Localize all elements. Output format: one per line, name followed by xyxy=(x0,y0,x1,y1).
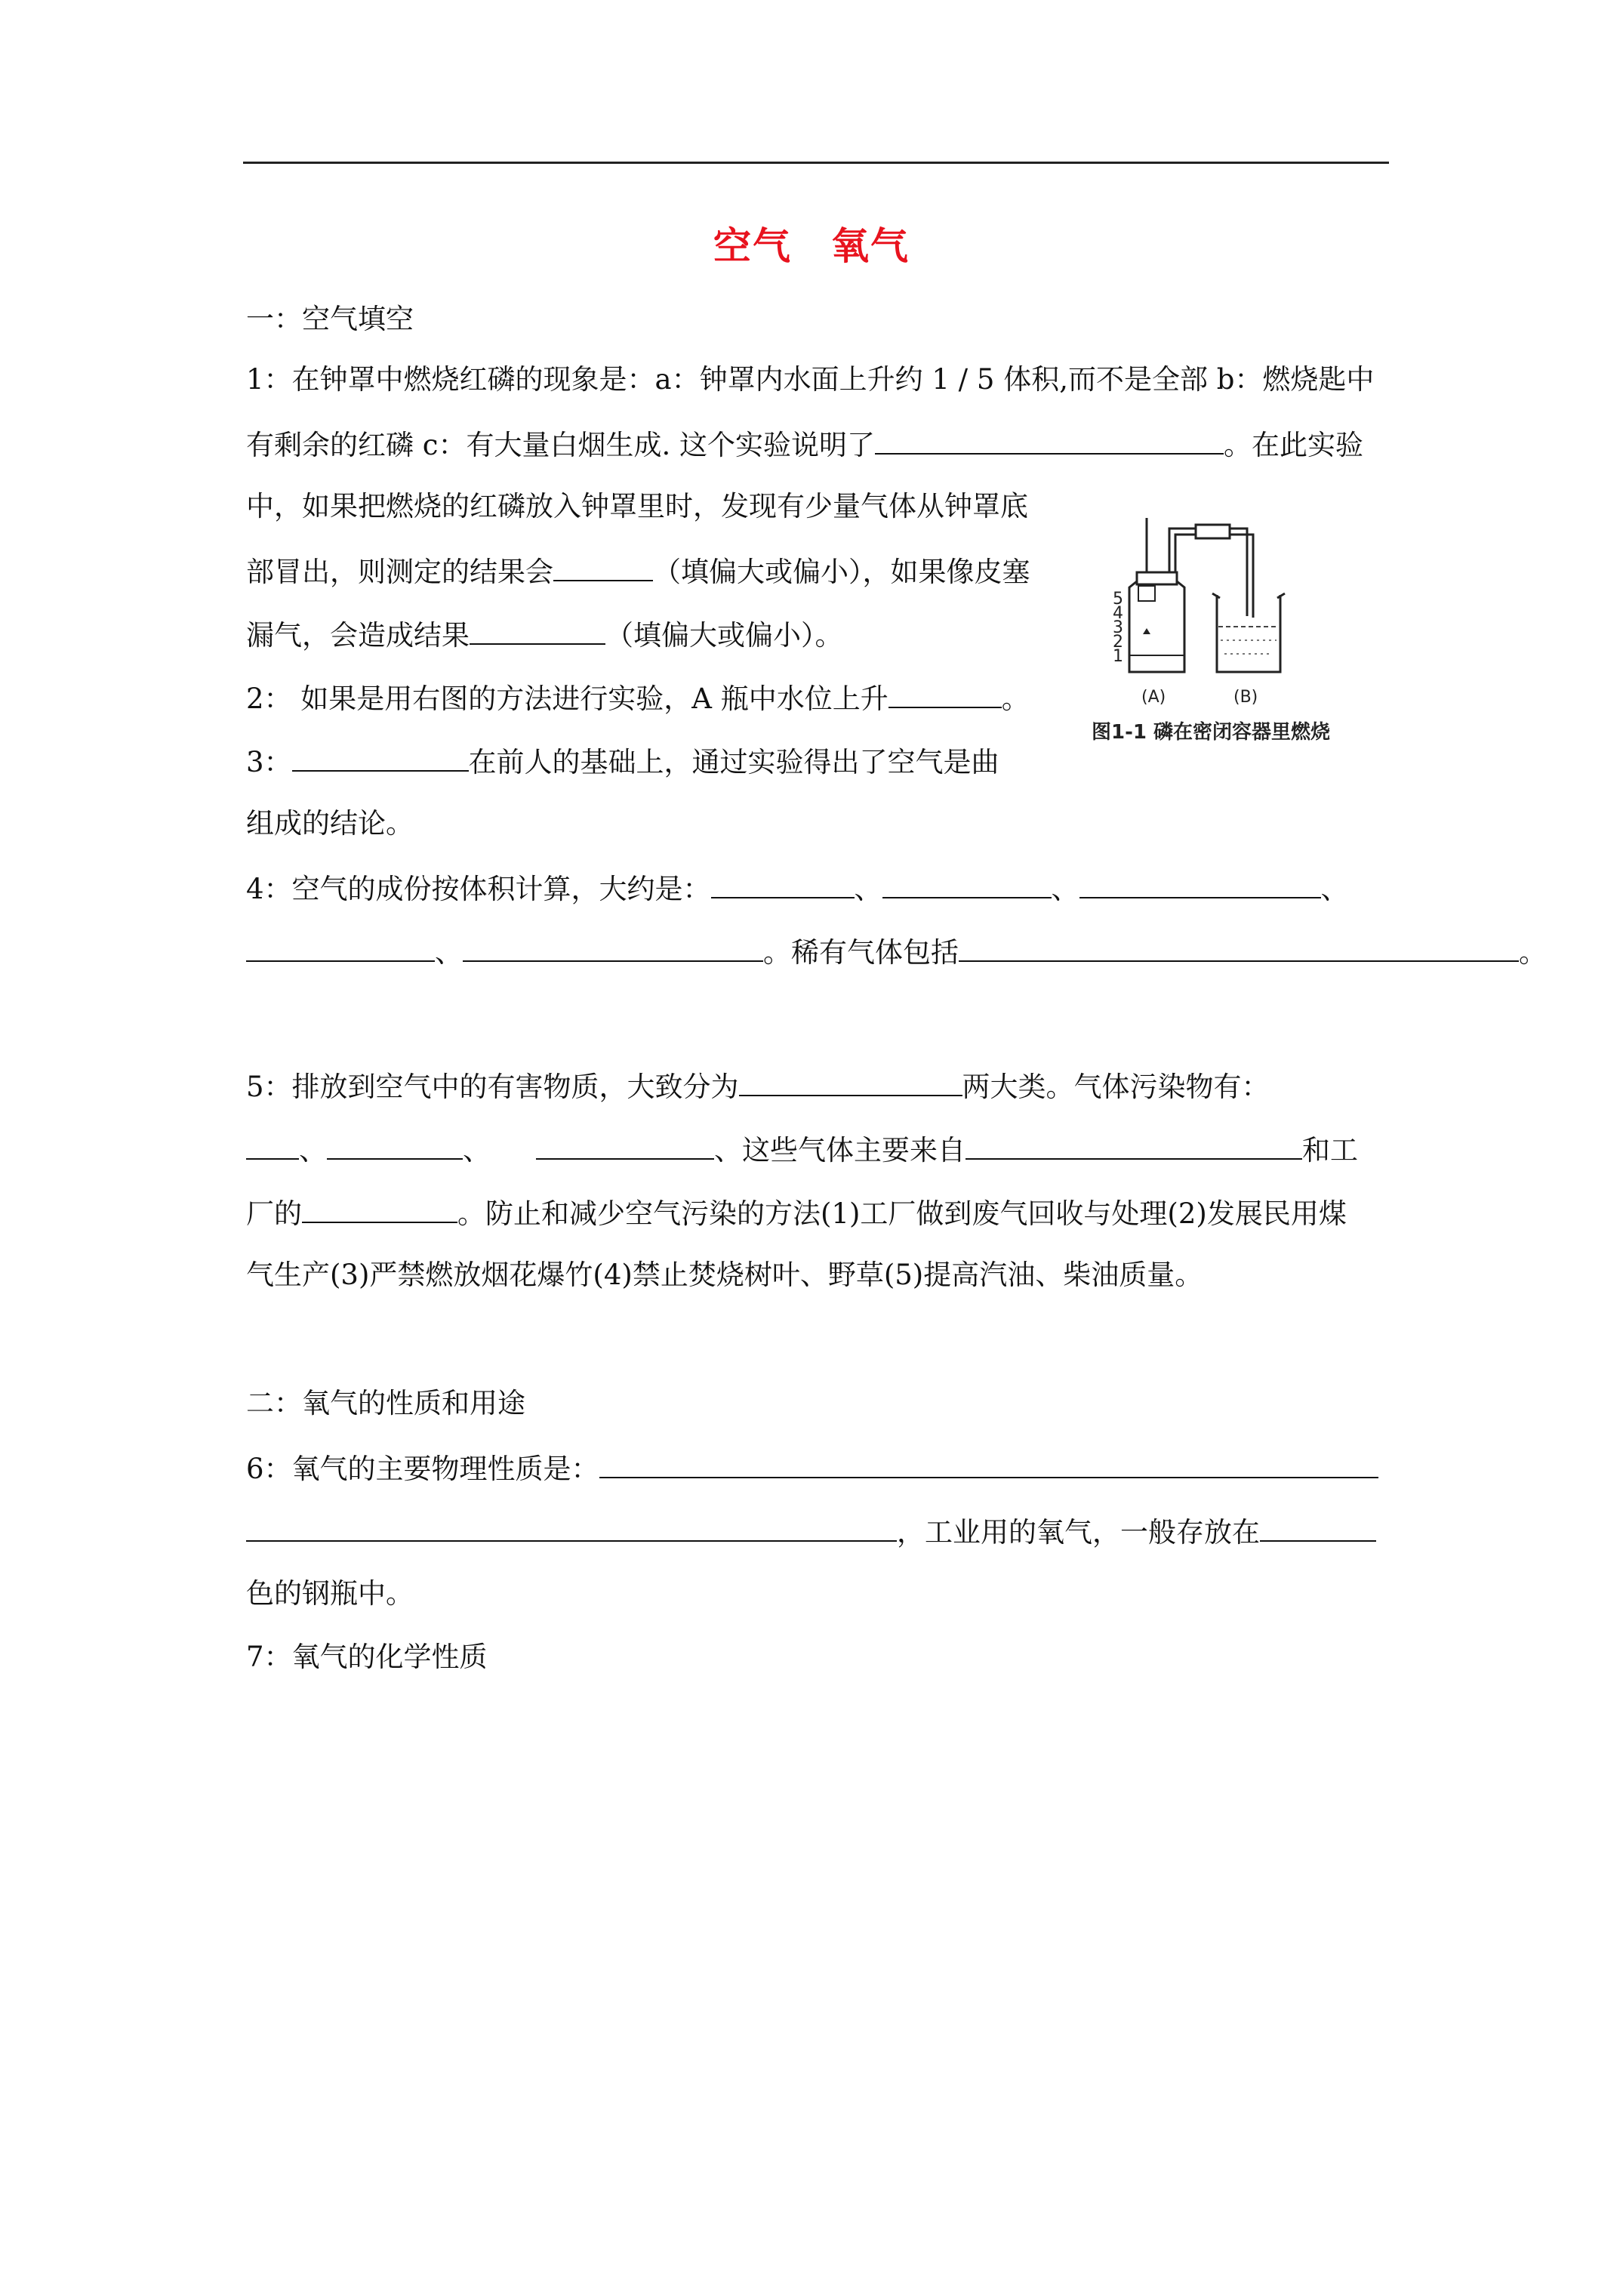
answer-blank[interactable] xyxy=(246,932,435,962)
answer-blank[interactable] xyxy=(888,678,1002,708)
beaker-b-label: (B) xyxy=(1233,688,1258,707)
answer-blank[interactable] xyxy=(292,741,469,772)
scale-label: 4 xyxy=(1113,604,1123,623)
answer-blank[interactable] xyxy=(470,615,605,645)
q4-line-2: 、 。稀有气体包括 。 xyxy=(246,932,1547,972)
answer-blank[interactable] xyxy=(965,1130,1302,1160)
clamp-icon xyxy=(1196,525,1230,538)
scale-label: 1 xyxy=(1113,647,1123,666)
scale-label: 3 xyxy=(1113,618,1123,637)
header-rule xyxy=(243,162,1389,164)
answer-blank[interactable] xyxy=(959,932,1519,962)
q5-line-2: 、 、 、这些气体主要来自 和工 xyxy=(246,1130,1358,1170)
answer-blank[interactable] xyxy=(1079,868,1321,898)
phosphorus-combustion-figure xyxy=(1083,504,1384,761)
q6-line-2: ，工业用的氧气，一般存放在 xyxy=(246,1512,1376,1552)
q7-line: 7：氧气的化学性质 xyxy=(246,1641,488,1673)
answer-blank[interactable] xyxy=(246,1130,299,1160)
q1-line-4: 部冒出，则测定的结果会 （填偏大或偏小），如果像皮塞 xyxy=(246,551,1030,591)
q2-line: 2： 如果是用右图的方法进行实验，A 瓶中水位上升 。 xyxy=(246,678,1030,718)
answer-blank[interactable] xyxy=(246,1512,897,1542)
q5-line-3: 厂的 。防止和减少空气污染的方法(1)工厂做到废气回收与处理(2)发展民用煤 xyxy=(246,1193,1347,1233)
scale-label: 5 xyxy=(1113,590,1123,609)
answer-blank[interactable] xyxy=(553,551,653,581)
answer-blank[interactable] xyxy=(1260,1512,1376,1542)
answer-blank[interactable] xyxy=(711,868,855,898)
bottle-a-icon xyxy=(1129,581,1184,672)
answer-blank[interactable] xyxy=(463,932,763,962)
q3-line-2: 组成的结论。 xyxy=(246,807,414,840)
answer-blank[interactable] xyxy=(536,1130,714,1160)
q1-line-3: 中，如果把燃烧的红磷放入钟罩里时，发现有少量气体从钟罩底 xyxy=(246,490,1028,522)
q6-line-3: 色的钢瓶中。 xyxy=(246,1577,414,1610)
section-heading-air: 一：空气填空 xyxy=(246,303,414,335)
answer-blank[interactable] xyxy=(302,1193,457,1223)
bottle-a-label: (A) xyxy=(1141,688,1166,707)
answer-blank[interactable] xyxy=(875,424,1224,455)
q5-line-4: 气生产(3)严禁燃放烟花爆竹(4)禁止焚烧树叶、野草(5)提高汽油、柴油质量。 xyxy=(246,1259,1203,1291)
answer-blank[interactable] xyxy=(327,1130,463,1160)
q3-line-1: 3： 在前人的基础上，通过实验得出了空气是曲 xyxy=(246,741,999,781)
answer-blank[interactable] xyxy=(882,868,1052,898)
q6-line-1: 6：氧气的主要物理性质是： xyxy=(246,1448,1378,1488)
q4-line-1: 4：空气的成份按体积计算，大约是： 、 、 、 xyxy=(246,868,1349,908)
beaker-b-icon xyxy=(1217,595,1280,672)
q1-line-5: 漏气，会造成结果 （填偏大或偏小）。 xyxy=(246,615,843,655)
scale-label: 2 xyxy=(1113,633,1123,652)
page-title: 空气 氧气 xyxy=(713,223,910,268)
answer-blank[interactable] xyxy=(739,1066,962,1096)
section-heading-oxygen: 二：氧气的性质和用途 xyxy=(246,1387,525,1419)
figure-caption: 图1-1 磷在密闭容器里燃烧 xyxy=(1092,721,1331,744)
q5-line-1: 5：排放到空气中的有害物质，大致分为 两大类。气体污染物有： xyxy=(246,1066,1270,1106)
q1-line-1: 1：在钟罩中燃烧红磷的现象是：a：钟罩内水面上升约 1 / 5 体积,而不是全部 b：燃烧匙中 xyxy=(246,363,1375,396)
q1-line-2: 有剩余的红磷 c：有大量白烟生成. 这个实验说明了 。在此实验 xyxy=(246,424,1363,464)
answer-blank[interactable] xyxy=(599,1448,1378,1478)
